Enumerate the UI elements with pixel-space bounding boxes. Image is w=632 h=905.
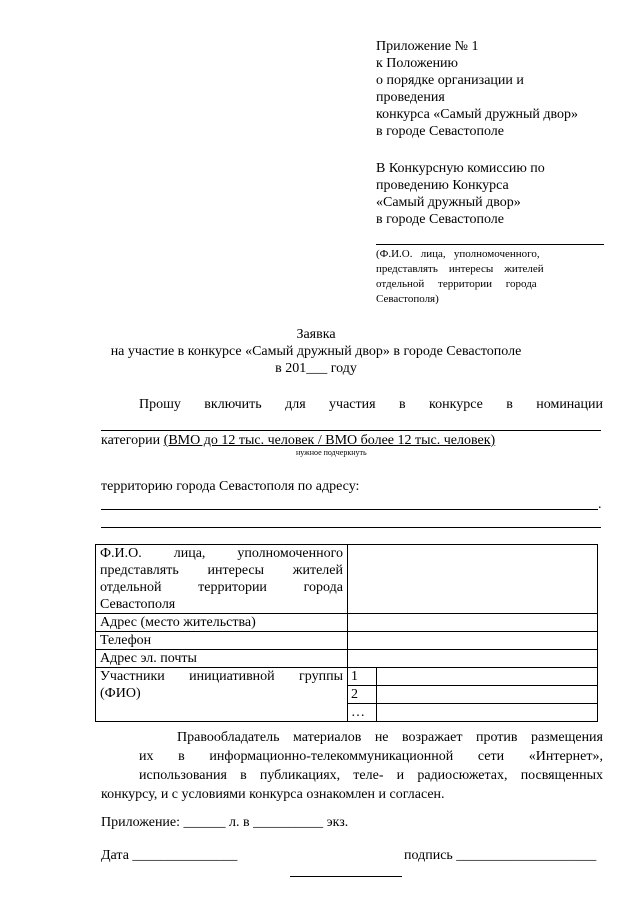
cell-line: Севастополя bbox=[100, 597, 176, 612]
consent-line: конкурсу, и с условиями конкурса ознакомлен и согласен. bbox=[101, 787, 445, 802]
table-row bbox=[96, 668, 598, 686]
addressee-line: в городе Севастополе bbox=[376, 212, 504, 227]
table-row bbox=[96, 650, 598, 668]
appendix-line: к Положению bbox=[376, 56, 459, 71]
note-line: представлять интересы жителей bbox=[376, 263, 544, 275]
bottom-rule bbox=[290, 876, 402, 877]
title-subheading: на участие в конкурсе «Самый дружный двор» в городе Севастополе bbox=[110, 344, 522, 359]
participant-name-cell[interactable] bbox=[377, 668, 598, 686]
participants-label-cell bbox=[96, 668, 348, 722]
applicant-label-cell bbox=[96, 545, 348, 614]
phone-label-cell: Телефон bbox=[96, 632, 348, 650]
category-label: категории bbox=[101, 433, 161, 448]
cell-line: отдельной территории города bbox=[100, 580, 343, 595]
document-title bbox=[0, 326, 632, 377]
cell-line: представлять интересы жителей bbox=[100, 563, 343, 578]
category-options[interactable]: (ВМО до 12 тыс. человек / ВМО более 12 тыс. человек) bbox=[163, 433, 496, 448]
addressee-line: В Конкурсную комиссию по bbox=[376, 161, 545, 176]
cell-line: Участники инициативной группы bbox=[100, 669, 343, 684]
note-line: отдельной территории города bbox=[376, 278, 537, 290]
note-line: (Ф.И.О. лица, уполномоченного, bbox=[376, 248, 540, 260]
applicant-info-table bbox=[95, 544, 598, 722]
addressee-block bbox=[376, 160, 626, 228]
appendix-line: Приложение № 1 bbox=[376, 39, 479, 54]
address-label-cell: Адрес (место жительства) bbox=[96, 614, 348, 632]
territory-label: территорию города Севастополя по адресу: bbox=[101, 479, 360, 494]
attachment-line[interactable]: Приложение: ______ л. в __________ экз. bbox=[101, 815, 349, 830]
note-line: Севастополя) bbox=[376, 293, 439, 305]
request-text: Прошу включить для участия в конкурсе в номинации bbox=[139, 397, 603, 412]
email-value-cell[interactable] bbox=[348, 650, 598, 668]
consent-line: Правообладатель материалов не возражает против размещения bbox=[177, 730, 603, 745]
participant-number: 1 bbox=[348, 668, 377, 686]
nomination-field[interactable] bbox=[101, 430, 601, 431]
signature-field[interactable]: подпись ____________________ bbox=[404, 848, 597, 863]
participant-name-cell[interactable] bbox=[377, 704, 598, 722]
participant-name-cell[interactable] bbox=[377, 686, 598, 704]
address-value-cell[interactable] bbox=[348, 614, 598, 632]
request-sentence bbox=[101, 396, 603, 413]
address-field-line-1[interactable] bbox=[101, 509, 598, 510]
consent-line: использования в публикациях, теле- и радиосюжетах, посвященных bbox=[139, 768, 603, 783]
title-year: в 201___ году bbox=[275, 361, 357, 376]
applicant-name-note bbox=[376, 247, 606, 307]
underline-note: нужное подчеркнуть bbox=[296, 448, 367, 457]
category-line bbox=[101, 432, 495, 449]
addressee-line: «Самый дружный двор» bbox=[376, 195, 521, 210]
applicant-name-field[interactable] bbox=[376, 244, 604, 245]
table-row bbox=[96, 632, 598, 650]
address-field-line-2[interactable] bbox=[101, 527, 601, 528]
email-label-cell: Адрес эл. почты bbox=[96, 650, 348, 668]
consent-line: их в информационно-телекоммуникационной сети «Интернет», bbox=[139, 749, 603, 764]
title-heading: Заявка bbox=[296, 327, 336, 342]
applicant-value-cell[interactable] bbox=[348, 545, 598, 614]
appendix-header bbox=[376, 38, 626, 140]
table-row bbox=[96, 614, 598, 632]
phone-value-cell[interactable] bbox=[348, 632, 598, 650]
participant-number: … bbox=[348, 704, 377, 722]
table-row bbox=[96, 545, 598, 614]
appendix-line: проведения bbox=[376, 90, 445, 105]
addressee-line: проведению Конкурса bbox=[376, 178, 509, 193]
participant-number: 2 bbox=[348, 686, 377, 704]
address-period: . bbox=[598, 497, 602, 512]
appendix-line: конкурса «Самый дружный двор» bbox=[376, 107, 579, 122]
appendix-line: в городе Севастополе bbox=[376, 124, 504, 139]
cell-line: (ФИО) bbox=[100, 686, 141, 701]
date-field[interactable]: Дата _______________ bbox=[101, 848, 238, 863]
consent-paragraph bbox=[101, 728, 603, 804]
cell-line: Ф.И.О. лица, уполномоченного bbox=[100, 546, 343, 561]
appendix-line: о порядке организации и bbox=[376, 73, 524, 88]
